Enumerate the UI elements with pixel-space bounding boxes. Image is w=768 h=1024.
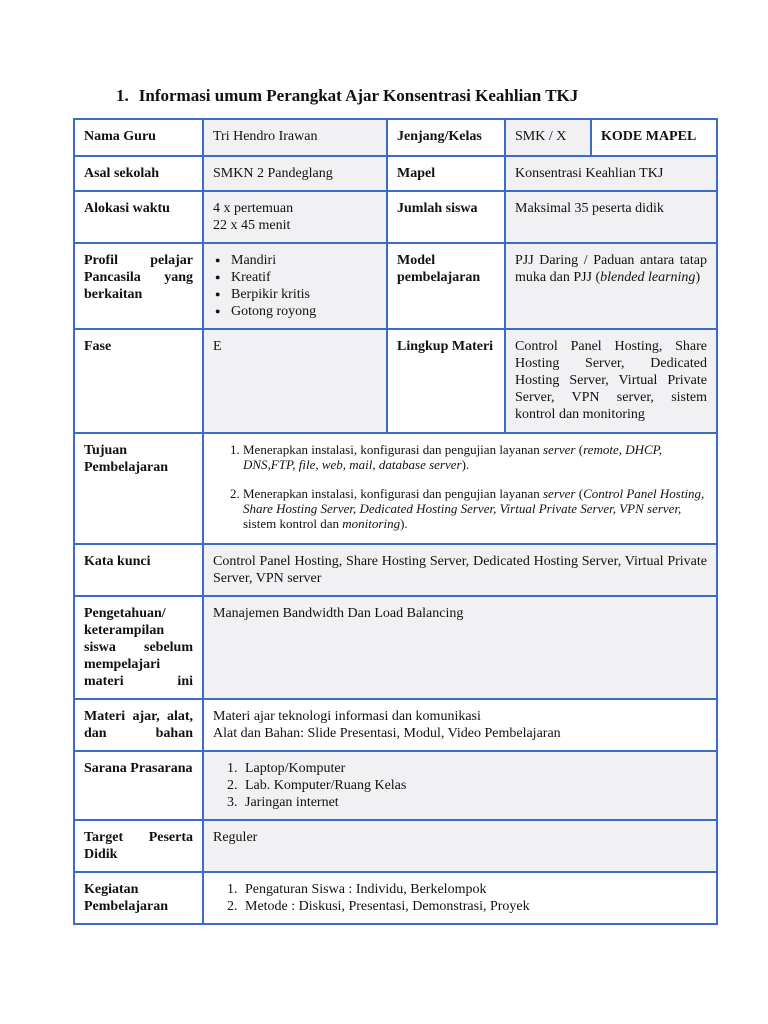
section-heading <box>116 86 578 106</box>
mapel-label: Mapel <box>387 156 505 191</box>
section-number: 1. <box>116 86 129 105</box>
list-item: ● Kreatif <box>231 269 377 286</box>
section-title: Informasi umum Perangkat Ajar Konsentrasi Keahlian TKJ <box>138 86 579 105</box>
lingkup-materi-label: Lingkup Materi <box>387 329 505 433</box>
profil-pelajar-value <box>203 243 387 329</box>
table-row <box>74 191 717 243</box>
tujuan-pembelajaran-label: Tujuan Pembelajaran <box>74 433 203 544</box>
kata-kunci-label: Kata kunci <box>74 544 203 596</box>
tujuan-2-monitoring: monitoring <box>342 516 401 531</box>
fase-value: E <box>203 329 387 433</box>
table-row <box>74 329 717 433</box>
nama-guru-value: Tri Hendro Irawan <box>203 119 387 156</box>
table-row <box>74 699 717 751</box>
model-close: ) <box>695 270 701 285</box>
mapel-value: Konsentrasi Keahlian TKJ <box>505 156 717 191</box>
alokasi-waktu-value <box>203 191 387 243</box>
alokasi-waktu-label: Alokasi waktu <box>74 191 203 243</box>
info-table <box>73 118 718 925</box>
tujuan-2-close: ). <box>400 516 408 531</box>
list-item: 2. Lab. Komputer/Ruang Kelas <box>241 777 707 794</box>
list-item: 1. Laptop/Komputer <box>241 760 707 777</box>
kegiatan-list <box>213 881 707 915</box>
model-text: PJJ Daring / Paduan antara tatap muka dan PJJ ( <box>515 253 707 285</box>
model-pembelajaran-label: Model pembelajaran <box>387 243 505 329</box>
table-row <box>74 751 717 820</box>
tujuan-2-open: ( <box>575 486 584 501</box>
kata-kunci-value: Control Panel Hosting, Share Hosting Server, Dedicated Hosting Server, Virtual Private Server, VPN server <box>203 544 717 596</box>
sarana-value <box>203 751 717 820</box>
materi-value <box>203 699 717 751</box>
jumlah-siswa-label: Jumlah siswa <box>387 191 505 243</box>
kegiatan-value <box>203 872 717 924</box>
tujuan-2-server: server <box>543 486 576 501</box>
list-item <box>243 486 707 531</box>
kegiatan-label: Kegiatan Pembelajaran <box>74 872 203 924</box>
sarana-label: Sarana Prasarana <box>74 751 203 820</box>
asal-sekolah-value: SMKN 2 Pandeglang <box>203 156 387 191</box>
jenjang-label: Jenjang/Kelas <box>387 119 505 156</box>
profil-list <box>213 252 377 320</box>
table-row <box>74 820 717 872</box>
model-pembelajaran-value <box>505 243 717 329</box>
tujuan-1-open: ( <box>575 442 584 457</box>
list-item: 2. Metode : Diskusi, Presentasi, Demonstrasi, Proyek <box>241 898 707 915</box>
kode-mapel-label: KODE MAPEL <box>591 119 717 156</box>
alokasi-line-2: 22 x 45 menit <box>213 218 291 233</box>
alokasi-line-1: 4 x pertemuan <box>213 201 294 216</box>
target-value: Reguler <box>203 820 717 872</box>
sarana-list <box>213 760 707 811</box>
pengetahuan-label: Pengetahuan/ keterampilan siswa sebelum mempelajari materi ini <box>74 596 203 699</box>
profil-pelajar-label: Profil pelajar Pancasila yang berkaitan <box>74 243 203 329</box>
table-row <box>74 872 717 924</box>
materi-line-1: Materi ajar teknologi informasi dan komunikasi <box>213 709 481 724</box>
tujuan-list <box>213 442 707 531</box>
list-item: ● Mandiri <box>231 252 377 269</box>
list-item <box>243 442 707 472</box>
table-row <box>74 156 717 191</box>
jumlah-siswa-value: Maksimal 35 peserta didik <box>505 191 717 243</box>
tujuan-1-server: server <box>543 442 576 457</box>
fase-label: Fase <box>74 329 203 433</box>
target-label: Target Peserta Didik <box>74 820 203 872</box>
tujuan-1-close: ). <box>461 457 470 472</box>
list-item: ● Gotong royong <box>231 303 377 320</box>
list-item: ● Berpikir kritis <box>231 286 377 303</box>
model-italic: blended learning <box>600 270 696 285</box>
table-row <box>74 243 717 329</box>
tujuan-pembelajaran-value <box>203 433 717 544</box>
tujuan-2-text: Menerapkan instalasi, konfigurasi dan pengujian layanan <box>243 486 543 501</box>
materi-label: Materi ajar, alat, dan bahan <box>74 699 203 751</box>
tujuan-1-text: Menerapkan instalasi, konfigurasi dan pengujian layanan <box>243 442 543 457</box>
list-item: 3. Jaringan internet <box>241 794 707 811</box>
tujuan-1-italic: remote, DHCP, DNS,FTP, file, web, mail, database server <box>243 442 663 472</box>
table-row <box>74 433 717 544</box>
pengetahuan-value: Manajemen Bandwidth Dan Load Balancing <box>203 596 717 699</box>
table-row <box>74 544 717 596</box>
asal-sekolah-label: Asal sekolah <box>74 156 203 191</box>
list-item: 1. Pengaturan Siswa : Individu, Berkelompok <box>241 881 707 898</box>
lingkup-materi-value: Control Panel Hosting, Share Hosting Server, Dedicated Hosting Server, Virtual Private Server, VPN server, sistem kontrol dan monitoring <box>505 329 717 433</box>
tujuan-2-mid: sistem kontrol dan <box>243 516 343 531</box>
materi-line-2: Alat dan Bahan: Slide Presentasi, Modul, Video Pembelajaran <box>213 726 561 741</box>
jenjang-value: SMK / X <box>505 119 591 156</box>
table-row <box>74 596 717 699</box>
tujuan-2-italic: Control Panel Hosting, Share Hosting Server, Dedicated Hosting Server, Virtual Private Server, VPN server, <box>243 486 705 516</box>
table-row <box>74 119 717 156</box>
nama-guru-label: Nama Guru <box>74 119 203 156</box>
